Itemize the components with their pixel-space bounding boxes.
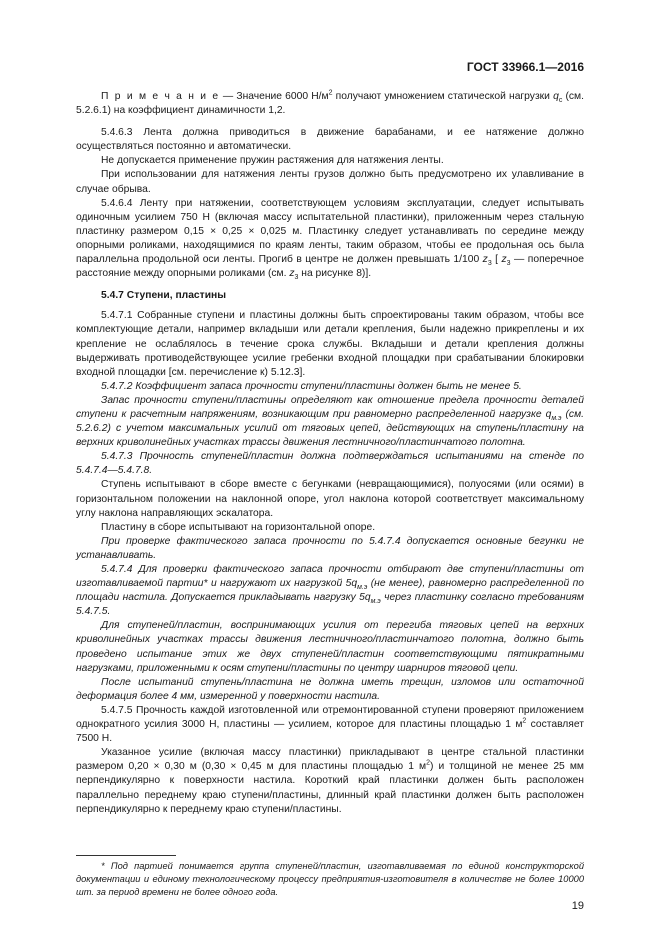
weights-paragraph: При использовании для натяжения ленты грузов должно быть предусмотрено их улавливание в случае обрыва. bbox=[76, 169, 584, 195]
step-test-paragraph: Ступень испытывают в сборе вместе с бегунками (невращающимися), полуосями (или осями) в горизонтальном положении на наклонной опоре, угол наклона которой соответствует максимальному углу наклона направляющих эскалатора. bbox=[76, 479, 584, 519]
margin-definition: Запас прочности ступени/пластины определяют как отношение предела прочности деталей ступени к расчетным напряжениям, возникающим при равномерно распределенной нагрузке $q_{м.э}$ (см. 5.2.6.2) с учетом максимальных усилий от тяговых цепей, действующих на ступень/пластину на верхних криволинейных участках трассы движения лестничного/пластинчатого полотна. bbox=[76, 394, 585, 449]
note-label: П р и м е ч а н и е bbox=[101, 91, 220, 102]
section-heading-5-4-7: 5.4.7 Ступени, пластины bbox=[101, 290, 227, 302]
page-number: 19 bbox=[571, 900, 584, 912]
clause-5-4-7-2: 5.4.7.2 Коэффициент запаса прочности ступени/пластины должен быть не менее 5. bbox=[101, 380, 522, 392]
springs-paragraph: Не допускается применение пружин растяжения для натяжения ленты. bbox=[101, 155, 444, 167]
check-actual-paragraph: При проверке фактического запаса прочности по 5.4.7.4 допускается основные бегунки не устанавливать. bbox=[76, 535, 584, 561]
footnote-divider bbox=[76, 855, 176, 856]
clause-5-4-6-3: 5.4.6.3 Лента должна приводиться в движение барабанами, и ее натяжение должно осуществляться постоянно и автоматически. bbox=[76, 127, 584, 153]
clause-5-4-7-3: 5.4.7.3 Прочность ступеней/пластин должна подтверждаться испытаниями на стенде по 5.4.7.4—5.4.7.8. bbox=[76, 451, 584, 477]
plate-test-paragraph: Пластину в сборе испытывают на горизонтальной опоре. bbox=[101, 521, 376, 533]
document-code: ГОСТ 33966.1—2016 bbox=[466, 60, 584, 74]
force-paragraph: Указанное усилие (включая массу пластинки) прикладывают в центре стальной пластинки размером 0,20 × 0,30 м (0,30 × 0,45 м для пластины площадью 1 $м^2$) и толщиной не менее 25 мм перпендикулярно к поверхности настила. Короткий край пластинки должен быть расположен параллельно переднему краю ступени/пластины, длинный край пластинки должен быть расположен перпендикулярно к переднему краю ступени/пластины. bbox=[76, 747, 584, 815]
note-paragraph: П р и м е ч а н и е — Значение 6000 $Н/м^2$ получают умножением статической нагрузки $q_c$ (см. 5.2.6.1) на коэффициент динамичности 1,2. bbox=[76, 89, 584, 117]
footnote: * Под партией понимается группа ступеней/пластин, изготавливаемая по единой конструкторской документации и единому технологическому процессу предприятия-изготовителя в количестве не более 10000 шт. за период времени не более одного года. bbox=[76, 861, 584, 897]
chains-paragraph: Для ступеней/пластин, воспринимающих усилия от перегиба тяговых цепей на верхних криволинейных участках трассы движения лестничного/пластинчатого полотна, должно быть проведено испытание этих же двух ступеней/пластин соответствующими пятикратными нагрузками, приложенными к осям ступени/пластины по центру шарниров тяговой цепи. bbox=[76, 620, 584, 674]
clause-5-4-7-1: 5.4.7.1 Собранные ступени и пластины должны быть спроектированы таким образом, чтобы все комплектующие детали, например вкладыши или детали крепления, были надежно прикреплены и их крепление не ослаблялось в течение срока службы. Вкладыши и детали крепления должны выдерживать противодействующее усилие гребенки входной площадки при срабатывании блокировки входной площадки [см. перечисление к) 5.12.3]. bbox=[76, 310, 584, 378]
page-body bbox=[76, 90, 584, 817]
clause-5-4-7-5: 5.4.7.5 Прочность каждой изготовленной или отремонтированной ступени проверяют приложением однократного усилия 3000 Н, пластины — усилием, которое для пластины площадью 1 $м^2$ составляет 7500 Н. bbox=[76, 704, 584, 745]
no-cracks-paragraph: После испытаний ступень/пластина не должна иметь трещин, изломов или остаточной деформация более 4 мм, измеренной у поверхности настила. bbox=[76, 676, 584, 702]
clause-5-4-6-4: 5.4.6.4 Ленту при натяжении, соответствующем условиям эксплуатации, следует испытывать одиночным усилием 750 Н (включая массу испытательной пластинки), приложенным через стальную пластинку размером 0,15 × 0,25 × 0,025 м. Пластинку следует устанавливать по середине между опорными роликами, находящимися по краям ленты, таким образом, чтобы ее продольная ось была параллельна продольной оси ленты. Прогиб в центре не должен превышать 1/100 $z_3$ [ $z_3$ — поперечное расстояние между опорными роликами (см. $z_3$ на рисунке 8)]. bbox=[76, 197, 584, 282]
clause-5-4-7-4: 5.4.7.4 Для проверки фактического запаса прочности отбирают две ступени/пластины от изготавливаемой партии* и нагружают их нагрузкой $5q_{м.э}$ (не менее), равномерно распределенной по площади настила. Допускается прикладывать нагрузку $5q_{м.э}$ через пластинку согласно требованиям 5.4.7.5. bbox=[76, 564, 585, 618]
